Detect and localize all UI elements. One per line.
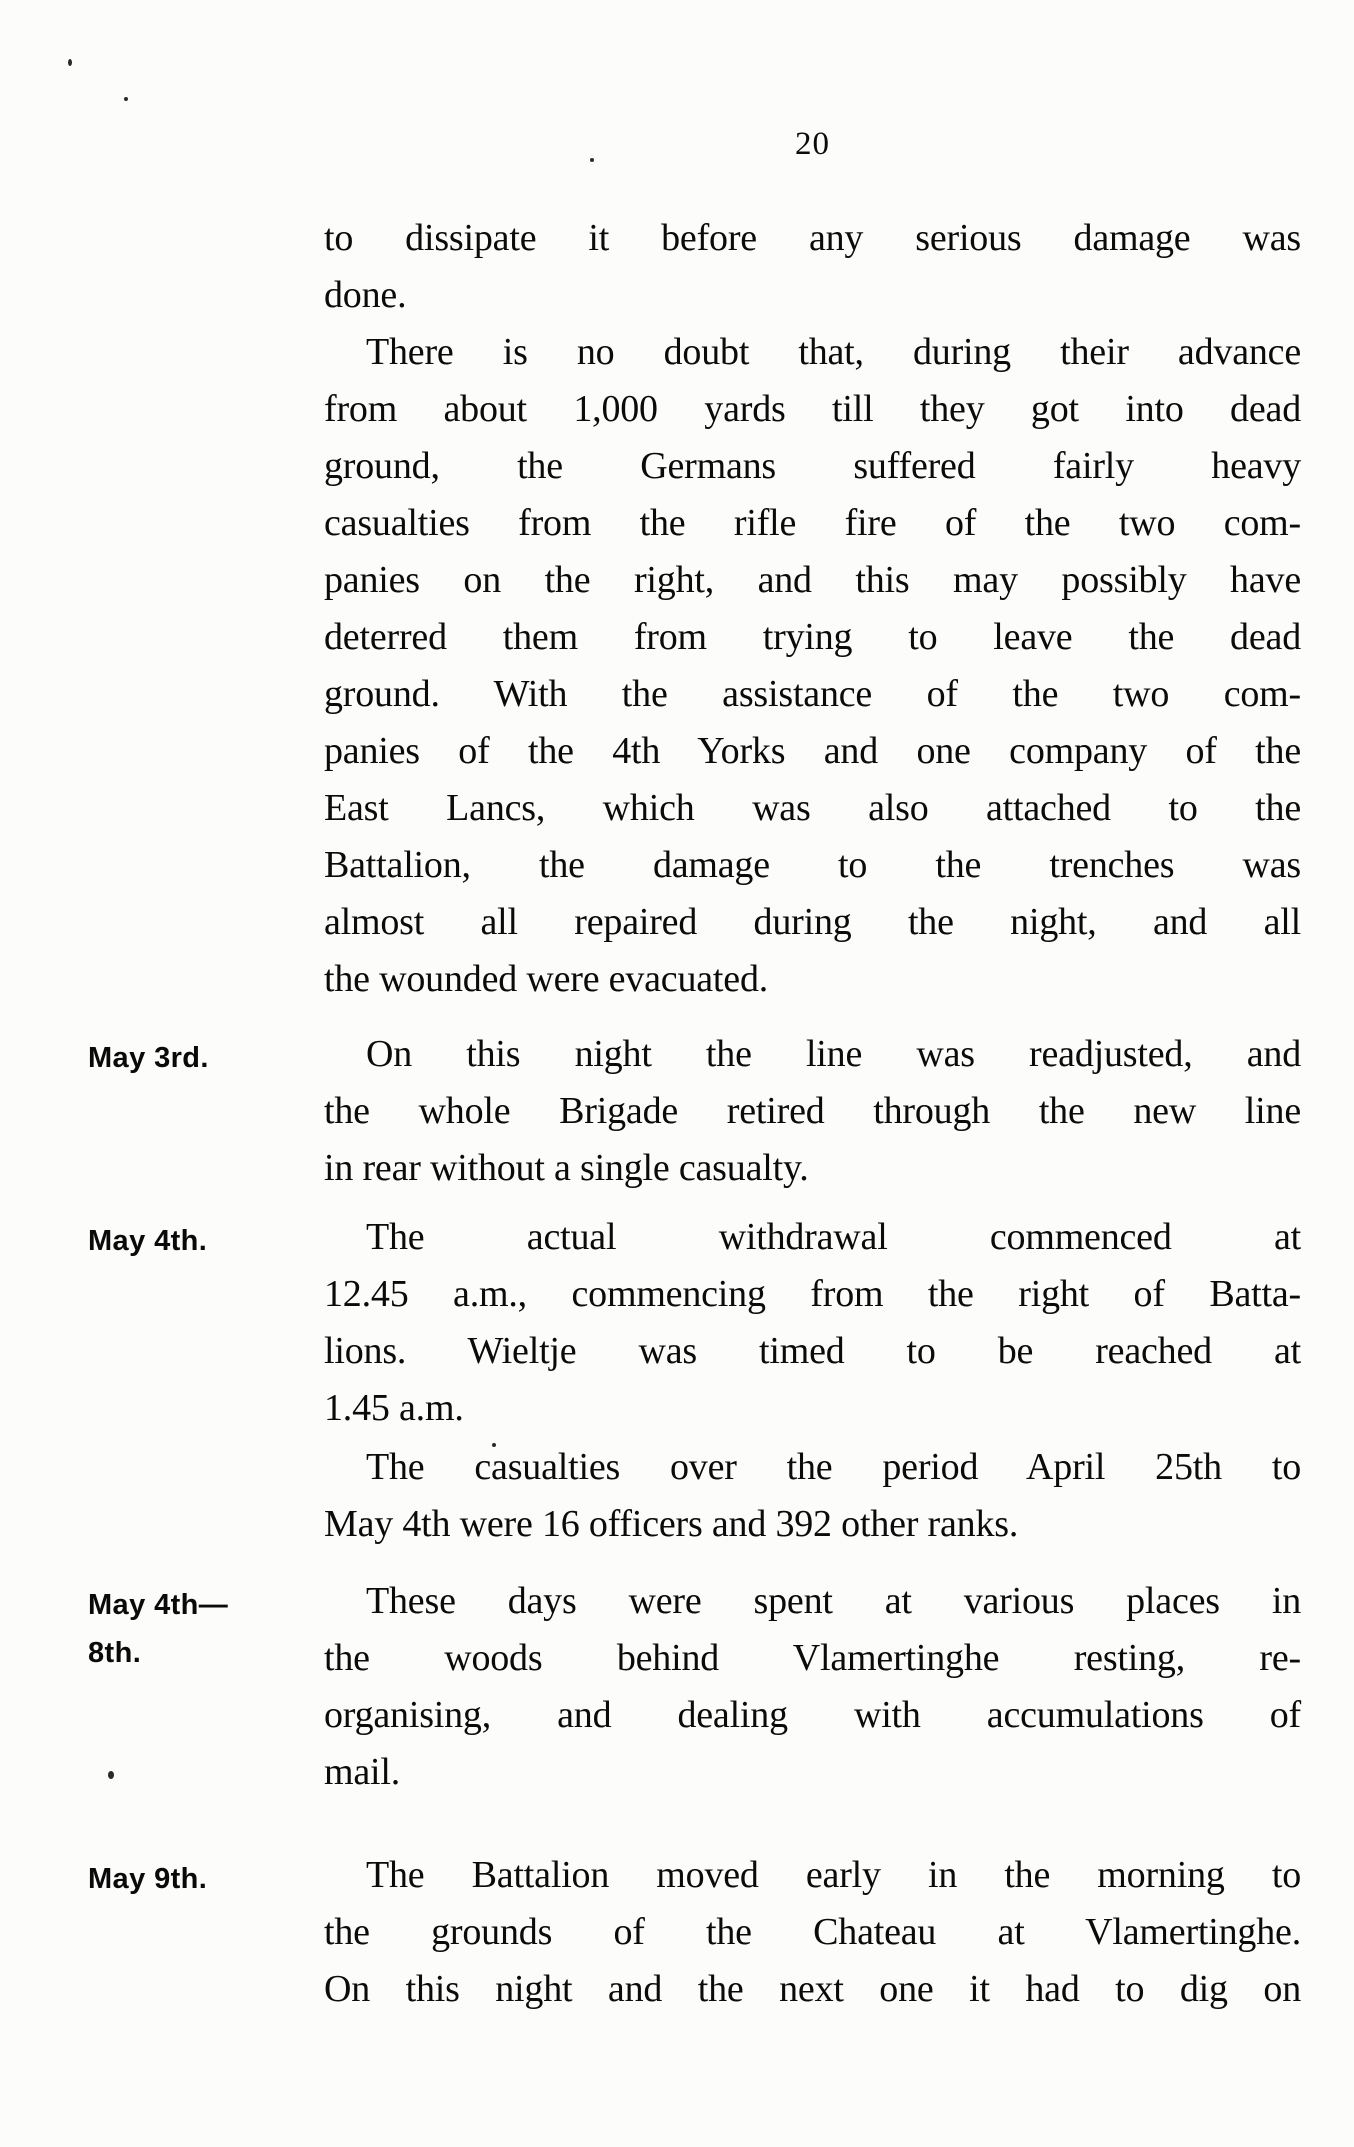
margin-date-line: May 4th— bbox=[88, 1589, 229, 1621]
text-line: mail. bbox=[324, 1751, 401, 1793]
entry-text bbox=[324, 1209, 1301, 1553]
margin-date-note bbox=[88, 1034, 298, 1082]
margin-date-line: May 3rd. bbox=[88, 1042, 209, 1074]
text-line: the grounds of the Chateau at Vlamertinghe. bbox=[324, 1911, 1301, 1953]
margin-date-line: May 4th. bbox=[88, 1225, 208, 1257]
ink-speck bbox=[68, 59, 72, 66]
margin-date-note bbox=[88, 1217, 298, 1265]
entry-text bbox=[324, 210, 1301, 1008]
text-line: On this night and the next one it had to dig on bbox=[324, 1968, 1301, 2010]
text-line: deterred them from trying to leave the dead bbox=[324, 616, 1301, 658]
page-number: 20 bbox=[795, 126, 830, 162]
text-line: the wounded were evacuated. bbox=[324, 958, 769, 1000]
text-line: from about 1,000 yards till they got into dead bbox=[324, 388, 1301, 430]
text-line: 1.45 a.m. bbox=[324, 1387, 464, 1429]
text-line: The Battalion moved early in the morning to bbox=[366, 1854, 1301, 1896]
text-line: The casualties over the period April 25th to bbox=[366, 1446, 1301, 1488]
entry-text bbox=[324, 1847, 1301, 2018]
text-line: organising, and dealing with accumulations of bbox=[324, 1694, 1301, 1736]
page-content bbox=[0, 210, 1354, 2018]
text-line: 12.45 a.m., commencing from the right of Batta- bbox=[324, 1273, 1301, 1315]
text-line: lions. Wieltje was timed to be reached at bbox=[324, 1330, 1301, 1372]
margin-date-note bbox=[88, 1581, 298, 1677]
text-line: panies on the right, and this may possibly have bbox=[324, 559, 1301, 601]
text-line: casualties from the rifle fire of the two com- bbox=[324, 502, 1301, 544]
text-line: There is no doubt that, during their advance bbox=[366, 331, 1301, 373]
diary-entry bbox=[0, 1026, 1354, 1197]
entry-text bbox=[324, 1573, 1301, 1801]
entry-text bbox=[324, 1026, 1301, 1197]
text-line: in rear without a single casualty. bbox=[324, 1147, 809, 1189]
text-line: These days were spent at various places in bbox=[366, 1580, 1301, 1622]
diary-entry bbox=[0, 1573, 1354, 1801]
text-line: the woods behind Vlamertinghe resting, re- bbox=[324, 1637, 1301, 1679]
margin-date-line: 8th. bbox=[88, 1637, 142, 1669]
text-line: almost all repaired during the night, and all bbox=[324, 901, 1301, 943]
text-line: ground. With the assistance of the two com- bbox=[324, 673, 1301, 715]
text-line: panies of the 4th Yorks and one company of the bbox=[324, 730, 1301, 772]
text-line: the whole Brigade retired through the new line bbox=[324, 1090, 1301, 1132]
text-line: The actual withdrawal commenced at bbox=[366, 1216, 1301, 1258]
text-line: to dissipate it before any serious damage was bbox=[324, 217, 1301, 259]
text-line: East Lancs, which was also attached to the bbox=[324, 787, 1301, 829]
ink-speck bbox=[124, 97, 128, 101]
text-line: ground, the Germans suffered fairly heavy bbox=[324, 445, 1301, 487]
margin-date-line: May 9th. bbox=[88, 1863, 208, 1895]
text-line: Battalion, the damage to the trenches was bbox=[324, 844, 1301, 886]
margin-date-note bbox=[88, 1855, 298, 1903]
text-line: done. bbox=[324, 274, 407, 316]
text-line: On this night the line was readjusted, and bbox=[366, 1033, 1301, 1075]
diary-entry bbox=[0, 1209, 1354, 1553]
diary-entry bbox=[0, 210, 1354, 1008]
diary-entry bbox=[0, 1847, 1354, 2018]
text-line: May 4th were 16 officers and 392 other ranks. bbox=[324, 1503, 1019, 1545]
